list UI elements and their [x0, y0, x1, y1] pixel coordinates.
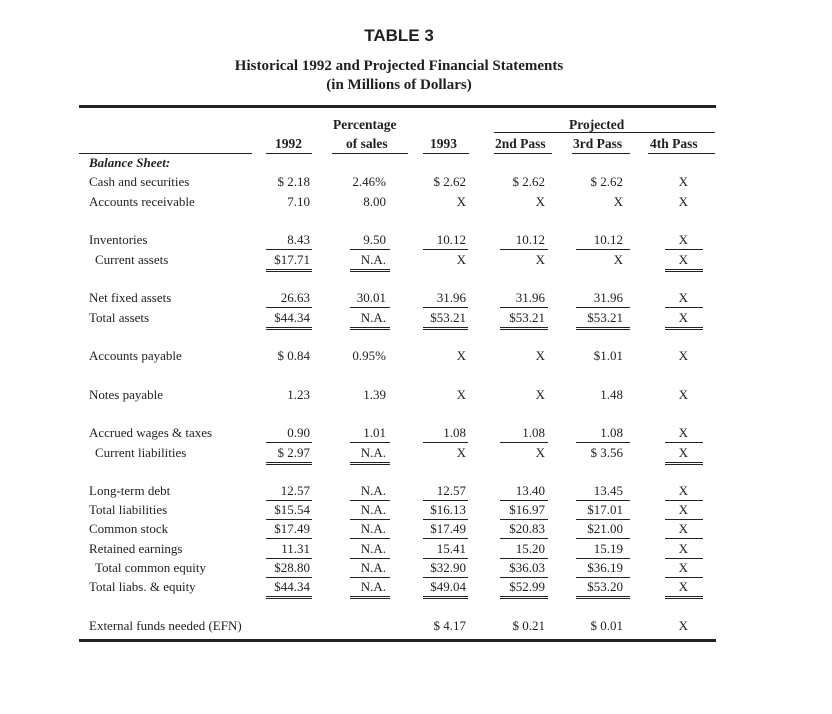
cell-col1: 8.43 — [287, 232, 310, 247]
cell-underline — [423, 249, 468, 250]
cell-underline — [350, 464, 390, 465]
cell-underline — [665, 271, 703, 272]
cell-underline — [266, 558, 312, 559]
cell-col1: 26.63 — [280, 290, 310, 305]
header-percentage: Percentage — [333, 117, 397, 132]
row-label: Cash and securities — [89, 174, 190, 189]
cell-col3: $ 4.17 — [433, 618, 466, 633]
cell-col6: X — [678, 232, 688, 247]
cell-col2: 8.00 — [363, 194, 386, 209]
cell-col5: 15.19 — [593, 541, 623, 556]
cell-col6: X — [678, 174, 688, 189]
cell-col5: $36.19 — [587, 560, 623, 575]
cell-col3: X — [456, 387, 466, 402]
cell-col5: $1.01 — [593, 348, 623, 363]
cell-col1: $17.49 — [274, 521, 310, 536]
cell-col3: $17.49 — [430, 521, 466, 536]
cell-col3: 10.12 — [436, 232, 466, 247]
cell-underline — [350, 462, 390, 463]
header-1992: 1992 — [275, 136, 302, 151]
top-rule — [79, 105, 716, 108]
cell-col5: $ 3.56 — [590, 445, 623, 460]
cell-col3: 1.08 — [443, 425, 466, 440]
cell-col2: 2.46% — [352, 174, 386, 189]
header-rule-pct — [332, 153, 408, 154]
cell-col6: X — [678, 579, 688, 594]
cell-col4: X — [535, 445, 545, 460]
cell-col4: $52.99 — [509, 579, 545, 594]
cell-col1: $ 2.97 — [277, 445, 310, 460]
header-rule-label — [79, 153, 252, 154]
cell-col4: X — [535, 348, 545, 363]
cell-col5: $53.20 — [587, 579, 623, 594]
cell-underline — [350, 327, 390, 328]
cell-col6: X — [678, 425, 688, 440]
cell-underline — [350, 500, 390, 501]
cell-col3: X — [456, 445, 466, 460]
cell-underline — [665, 329, 703, 330]
cell-col6: X — [678, 387, 688, 402]
cell-col1: 12.57 — [280, 483, 310, 498]
cell-underline — [350, 596, 390, 597]
cell-col6: X — [678, 445, 688, 460]
cell-col1: $15.54 — [274, 502, 310, 517]
cell-underline — [500, 598, 548, 599]
row-label: Retained earnings — [89, 541, 183, 556]
cell-underline — [350, 519, 390, 520]
cell-col6: X — [678, 502, 688, 517]
cell-underline — [350, 538, 390, 539]
cell-underline — [665, 558, 703, 559]
cell-underline — [665, 598, 703, 599]
cell-underline — [350, 598, 390, 599]
cell-underline — [350, 249, 390, 250]
cell-underline — [576, 307, 630, 308]
row-label: Inventories — [89, 232, 148, 247]
cell-underline — [350, 269, 390, 270]
cell-col6: X — [678, 618, 688, 633]
row-label: Total liabs. & equity — [89, 579, 196, 594]
cell-underline — [423, 500, 468, 501]
cell-underline — [500, 577, 548, 578]
cell-underline — [665, 500, 703, 501]
cell-col3: 12.57 — [436, 483, 466, 498]
cell-underline — [500, 249, 548, 250]
row-label: Long-term debt — [89, 483, 171, 498]
cell-col1: $17.71 — [274, 252, 310, 267]
header-rule-2nd — [494, 153, 552, 154]
cell-col2: 9.50 — [363, 232, 386, 247]
cell-underline — [665, 519, 703, 520]
cell-underline — [576, 329, 630, 330]
cell-col2: N.A. — [360, 502, 386, 517]
cell-col6: X — [678, 348, 688, 363]
row-label: Current assets — [95, 252, 169, 267]
cell-underline — [500, 329, 548, 330]
header-rule-1992 — [266, 153, 312, 154]
cell-col2: 1.01 — [363, 425, 386, 440]
table-title-line2: (in Millions of Dollars) — [326, 77, 472, 93]
table-number: TABLE 3 — [364, 26, 434, 45]
cell-col2: N.A. — [360, 579, 386, 594]
cell-col1: $28.80 — [274, 560, 310, 575]
cell-col5: 13.45 — [593, 483, 623, 498]
cell-underline — [576, 598, 630, 599]
header-rule-3rd — [572, 153, 630, 154]
cell-col5: 1.08 — [600, 425, 623, 440]
cell-col4: $ 0.21 — [512, 618, 545, 633]
cell-underline — [500, 442, 548, 443]
header-2nd-pass: 2nd Pass — [495, 136, 546, 151]
header-1993: 1993 — [430, 136, 457, 151]
cell-underline — [266, 577, 312, 578]
cell-underline — [423, 577, 468, 578]
cell-underline — [350, 558, 390, 559]
cell-underline — [266, 271, 312, 272]
cell-col2: N.A. — [360, 541, 386, 556]
cell-underline — [665, 249, 703, 250]
cell-underline — [266, 598, 312, 599]
cell-underline — [266, 329, 312, 330]
cell-underline — [266, 307, 312, 308]
section-label: Balance Sheet: — [89, 155, 171, 170]
cell-col3: $53.21 — [430, 310, 466, 325]
cell-col5: $ 0.01 — [590, 618, 623, 633]
cell-col1: 1.23 — [287, 387, 310, 402]
cell-underline — [266, 442, 312, 443]
cell-underline — [500, 558, 548, 559]
cell-underline — [500, 500, 548, 501]
header-rule-1993 — [423, 153, 469, 154]
row-label: Total assets — [89, 310, 150, 325]
cell-col1: $44.34 — [274, 310, 310, 325]
cell-underline — [576, 327, 630, 328]
cell-col6: X — [678, 541, 688, 556]
cell-col3: X — [456, 348, 466, 363]
row-label: Current liabilities — [95, 445, 187, 460]
cell-col4: $ 2.62 — [512, 174, 545, 189]
projected-rule — [494, 132, 715, 133]
cell-col2: 1.39 — [363, 387, 386, 402]
cell-col1: $ 2.18 — [277, 174, 310, 189]
row-label: External funds needed (EFN) — [89, 618, 242, 633]
cell-col6: X — [678, 310, 688, 325]
bottom-rule — [79, 639, 716, 642]
cell-col3: 15.41 — [436, 541, 466, 556]
cell-col4: 10.12 — [515, 232, 545, 247]
cell-underline — [423, 327, 468, 328]
cell-col3: X — [456, 252, 466, 267]
cell-underline — [266, 596, 312, 597]
header-3rd-pass: 3rd Pass — [573, 136, 623, 151]
cell-col4: 31.96 — [515, 290, 545, 305]
cell-underline — [576, 519, 630, 520]
cell-underline — [423, 519, 468, 520]
cell-col5: $53.21 — [587, 310, 623, 325]
cell-underline — [500, 327, 548, 328]
cell-col6: X — [678, 290, 688, 305]
cell-col2: N.A. — [360, 483, 386, 498]
cell-underline — [576, 249, 630, 250]
cell-underline — [350, 329, 390, 330]
cell-col3: X — [456, 194, 466, 209]
cell-underline — [266, 519, 312, 520]
cell-underline — [423, 558, 468, 559]
header-rule-4th — [648, 153, 715, 154]
row-label: Net fixed assets — [89, 290, 172, 305]
cell-underline — [350, 442, 390, 443]
cell-col4: $16.97 — [509, 502, 545, 517]
header-projected: Projected — [569, 117, 625, 132]
cell-underline — [423, 538, 468, 539]
cell-col2: 0.95% — [352, 348, 386, 363]
cell-underline — [423, 329, 468, 330]
cell-underline — [665, 596, 703, 597]
cell-underline — [500, 538, 548, 539]
row-label: Accounts receivable — [89, 194, 195, 209]
cell-underline — [576, 558, 630, 559]
cell-col5: 1.48 — [600, 387, 623, 402]
cell-underline — [350, 307, 390, 308]
cell-underline — [576, 538, 630, 539]
cell-underline — [665, 462, 703, 463]
row-label: Accrued wages & taxes — [89, 425, 213, 440]
cell-col4: $36.03 — [509, 560, 545, 575]
header-4th-pass: 4th Pass — [650, 136, 698, 151]
cell-col4: $53.21 — [509, 310, 545, 325]
cell-col2: N.A. — [360, 252, 386, 267]
cell-underline — [500, 307, 548, 308]
cell-col3: $32.90 — [430, 560, 466, 575]
cell-col1: $44.34 — [274, 579, 310, 594]
row-label: Total common equity — [95, 560, 207, 575]
table-title-line1: Historical 1992 and Projected Financial Statements — [234, 58, 564, 74]
cell-col2: N.A. — [360, 310, 386, 325]
cell-col6: X — [678, 252, 688, 267]
cell-underline — [576, 577, 630, 578]
cell-col3: 31.96 — [436, 290, 466, 305]
cell-col4: 15.20 — [515, 541, 545, 556]
cell-underline — [665, 442, 703, 443]
cell-col5: X — [613, 252, 623, 267]
cell-underline — [423, 598, 468, 599]
cell-underline — [266, 500, 312, 501]
cell-underline — [266, 249, 312, 250]
cell-col6: X — [678, 560, 688, 575]
header-of-sales: of sales — [346, 136, 388, 151]
cell-col6: X — [678, 521, 688, 536]
cell-underline — [350, 577, 390, 578]
cell-col5: 31.96 — [593, 290, 623, 305]
cell-underline — [665, 538, 703, 539]
cell-underline — [423, 442, 468, 443]
cell-underline — [266, 269, 312, 270]
cell-underline — [350, 271, 390, 272]
cell-col6: X — [678, 194, 688, 209]
cell-underline — [500, 519, 548, 520]
cell-col4: X — [535, 387, 545, 402]
row-label: Total liabilities — [89, 502, 168, 517]
cell-underline — [576, 596, 630, 597]
cell-col3: $16.13 — [430, 502, 466, 517]
cell-underline — [576, 500, 630, 501]
row-label: Notes payable — [89, 387, 164, 402]
cell-underline — [576, 442, 630, 443]
cell-col5: X — [613, 194, 623, 209]
cell-underline — [665, 327, 703, 328]
cell-underline — [266, 538, 312, 539]
cell-col2: N.A. — [360, 521, 386, 536]
cell-col4: X — [535, 252, 545, 267]
row-label: Accounts payable — [89, 348, 182, 363]
cell-col1: $ 0.84 — [277, 348, 310, 363]
cell-col1: 7.10 — [287, 194, 310, 209]
cell-underline — [266, 327, 312, 328]
cell-col4: $20.83 — [509, 521, 545, 536]
cell-underline — [665, 307, 703, 308]
cell-underline — [423, 307, 468, 308]
cell-col4: X — [535, 194, 545, 209]
row-label: Common stock — [89, 521, 169, 536]
cell-col5: 10.12 — [593, 232, 623, 247]
cell-underline — [665, 577, 703, 578]
cell-underline — [500, 596, 548, 597]
cell-underline — [665, 464, 703, 465]
cell-col3: $49.04 — [430, 579, 466, 594]
cell-underline — [266, 464, 312, 465]
cell-col5: $ 2.62 — [590, 174, 623, 189]
cell-col3: $ 2.62 — [433, 174, 466, 189]
cell-col4: 13.40 — [515, 483, 545, 498]
cell-col4: 1.08 — [522, 425, 545, 440]
cell-col2: N.A. — [360, 560, 386, 575]
cell-col5: $21.00 — [587, 521, 623, 536]
cell-underline — [665, 269, 703, 270]
cell-underline — [266, 462, 312, 463]
cell-col1: 11.31 — [281, 541, 310, 556]
cell-underline — [423, 596, 468, 597]
cell-col6: X — [678, 483, 688, 498]
cell-col5: $17.01 — [587, 502, 623, 517]
cell-col1: 0.90 — [287, 425, 310, 440]
cell-col2: 30.01 — [356, 290, 386, 305]
cell-col2: N.A. — [360, 445, 386, 460]
